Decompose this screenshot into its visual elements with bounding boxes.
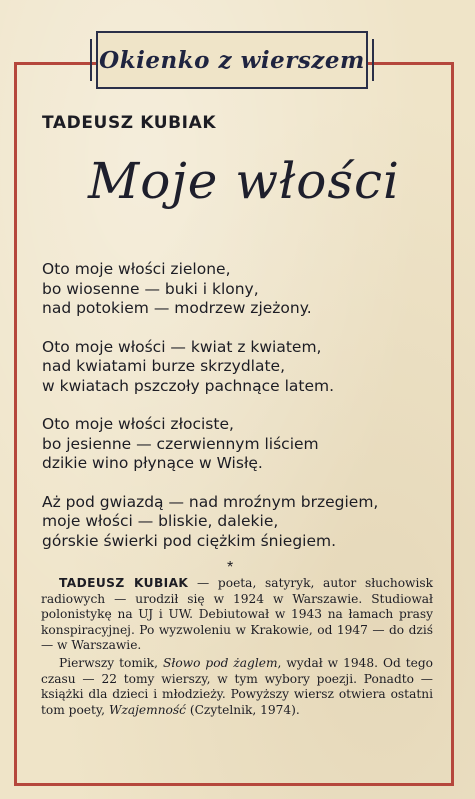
bio-text: (Czytelnik, 1974). bbox=[185, 702, 300, 717]
bio-text: Pierwszy tomik, bbox=[59, 655, 164, 670]
bio-paragraph-1 bbox=[41, 576, 433, 654]
stanza-2 bbox=[42, 338, 442, 397]
poem-line: Oto moje włości zielone, bbox=[42, 260, 231, 278]
poem-title: Moje włości bbox=[88, 152, 401, 210]
asterisk-separator: * bbox=[227, 559, 234, 576]
bio-text: , wydał w 1948. Od tego czasu — 22 tomy wierszy, w tym wybory poezji. Ponadto — książki dla dzieci i młodzieży. Powyższy wiersz otwiera ostatni tom poety, bbox=[41, 655, 433, 717]
stanza-3 bbox=[42, 415, 442, 474]
author-name: TADEUSZ KUBIAK bbox=[42, 113, 217, 133]
bio-paragraph-2 bbox=[41, 656, 433, 718]
stanza-1 bbox=[42, 260, 442, 319]
poem-line: bo wiosenne — buki i klony, bbox=[42, 279, 259, 298]
poem-line: Aż pod gwiazdą — nad mroźnym brzegiem, bbox=[42, 492, 379, 511]
poem-line: nad potokiem — modrzew zjeżony. bbox=[42, 299, 312, 317]
author-bio bbox=[41, 576, 433, 718]
poem-line: w kwiatach pszczoły pachnące latem. bbox=[42, 376, 335, 395]
poem-line: górskie świerki pod ciężkim śniegiem. bbox=[42, 531, 337, 550]
bio-book-title: Wzajemność bbox=[108, 702, 186, 717]
poem-line: dzikie wino płynące w Wisłę. bbox=[42, 454, 263, 472]
poem-line: moje włości — bliskie, dalekie, bbox=[42, 512, 279, 530]
header-box bbox=[96, 31, 368, 89]
poem-line: Oto moje włości — kwiat z kwiatem, bbox=[42, 337, 322, 356]
bio-text: — poeta, satyryk, autor słuchowisk radiowych — urodził się w 1924 w Warszawie. Studiował polonistykę na UJ i UW. Debiutował w 1943 na łamach prasy konspiracyjnej. Po wyzwoleniu w Krakowie, od 1947 — do dziś — w Warszawie. bbox=[41, 576, 433, 653]
poem-body bbox=[42, 260, 442, 551]
stanza-4 bbox=[42, 493, 442, 552]
bio-book-title: Słowo pod żaglem bbox=[163, 655, 278, 670]
bio-author-name: TADEUSZ KUBIAK bbox=[59, 576, 189, 590]
poem-line: nad kwiatami burze skrzydlate, bbox=[42, 357, 286, 375]
poem-line: Oto moje włości złociste, bbox=[42, 415, 234, 433]
poem-line: bo jesienne — czerwiennym liściem bbox=[42, 434, 319, 453]
section-title: Okienko z wierszem bbox=[99, 46, 365, 74]
